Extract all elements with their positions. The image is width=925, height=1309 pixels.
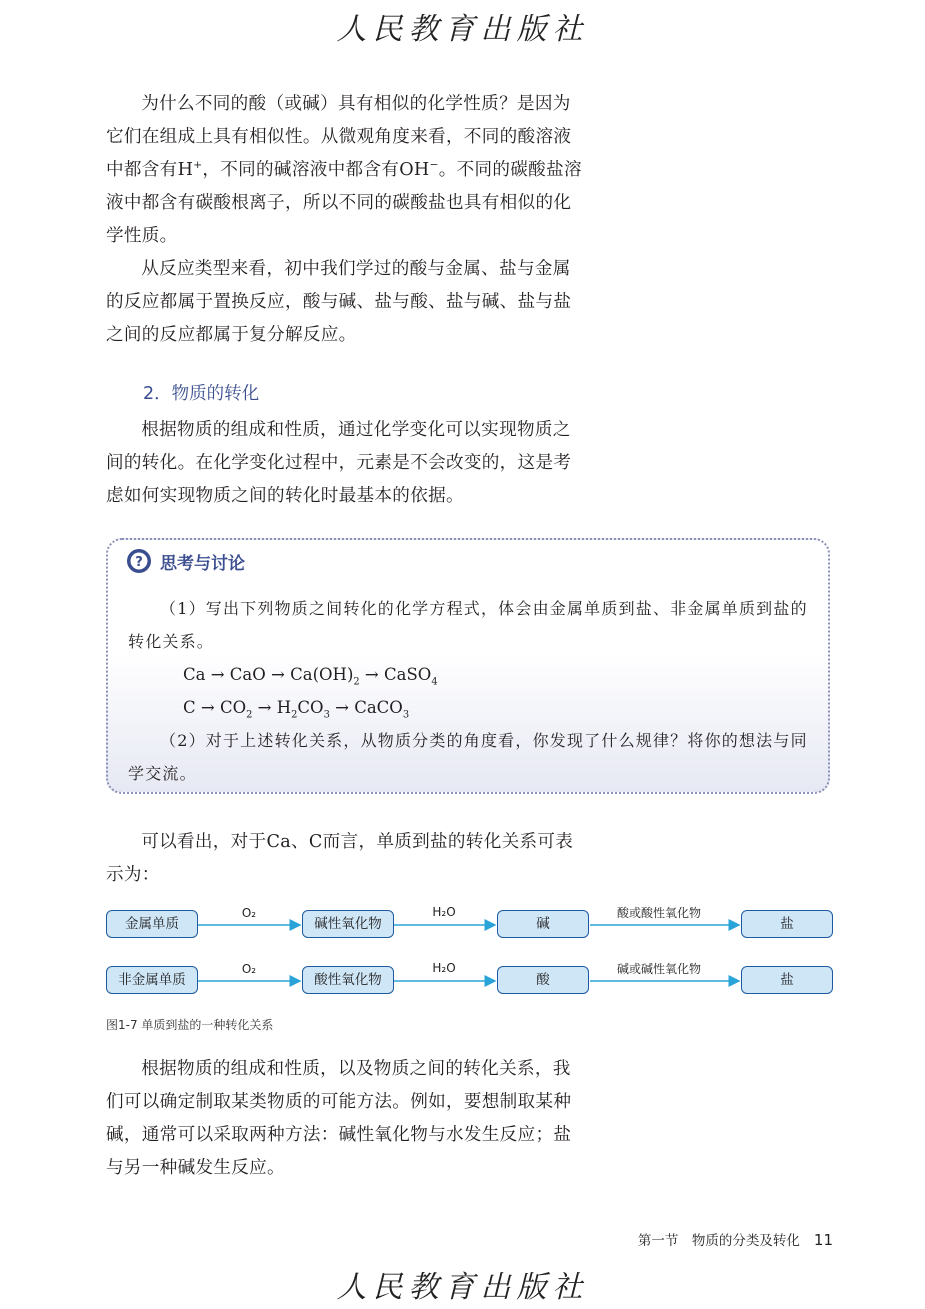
- after-text: [106, 826, 582, 892]
- node-acid: 酸: [497, 966, 589, 994]
- node-acidic-oxide: 酸性氧化物: [302, 966, 394, 994]
- conversion-diagram: [104, 898, 836, 1002]
- label-r2-base: 碱或碱性氧化物: [616, 962, 701, 976]
- label-r1-acid: 酸或酸性氧化物: [616, 906, 701, 920]
- intro-paragraph-2: 从反应类型来看，初中我们学过的酸与金属、盐与金属的反应都属于置换反应，酸与碱、盐与酸、盐与碱、盐与盐之间的反应都属于复分解反应。: [106, 259, 572, 345]
- page-number: 11: [813, 1231, 833, 1249]
- equation-calcium: Ca → CaO → $Ca(OH)_2$ → CaSO$_4$: [183, 665, 438, 688]
- label-r2-o2: O₂: [241, 962, 257, 976]
- intro-paragraph-1: 为什么不同的酸（或碱）具有相似的化学性质？是因为它们在组成上具有相似性。从微观角度来看，不同的酸溶液中都含有H+，不同的碱溶液中都含有OH−。不同的碳酸盐溶液中都含有碳酸根离子，所以不同的碳酸盐也具有相似的化学性质。: [106, 94, 582, 246]
- node-nonmetal: 非金属单质: [106, 966, 198, 994]
- equation-carbon: $C \to CO_2 \to H_2CO_3$ → CaCO$_3$: [183, 698, 410, 721]
- footer-section: 第一节 物质的分类及转化: [637, 1233, 800, 1249]
- discussion-question-1: （1）写出下列物质之间转化的化学方程式，体会由金属单质到盐、非金属单质到盐的转化关系。: [128, 599, 808, 651]
- closing-text: [106, 1053, 582, 1185]
- discussion-box: [106, 538, 830, 794]
- page-footer: [638, 1229, 833, 1249]
- label-r1-h2o: H₂O: [432, 905, 456, 919]
- node-metal: 金属单质: [106, 910, 198, 938]
- section-text: [106, 414, 582, 513]
- publisher-logo-top: 人民教育出版社: [336, 12, 589, 47]
- section-heading: 2．物质的转化: [143, 384, 260, 404]
- figure-caption: 图1-7 单质到盐的一种转化关系: [106, 1018, 274, 1032]
- publisher-logo-bottom: 人民教育出版社: [336, 1270, 589, 1305]
- discussion-header: [126, 548, 245, 574]
- node-base: 碱: [497, 910, 589, 938]
- discussion-question-2: （2）对于上述转化关系，从物质分类的角度看，你发现了什么规律？将你的想法与同学交流。: [128, 731, 808, 783]
- question-icon: [126, 548, 152, 574]
- node-salt-2: 盐: [741, 966, 833, 994]
- label-r2-h2o: H₂O: [432, 961, 456, 975]
- after-paragraph-1: 可以看出，对于Ca、C而言，单质到盐的转化关系可表示为：: [106, 832, 574, 885]
- discussion-title: 思考与讨论: [160, 553, 245, 574]
- svg-text:?: ?: [135, 555, 143, 570]
- closing-paragraph-1: 根据物质的组成和性质，以及物质之间的转化关系，我们可以确定制取某类物质的可能方法。例如，要想制取某种碱，通常可以采取两种方法：碱性氧化物与水发生反应；盐与另一种碱发生反应。: [106, 1059, 572, 1178]
- node-basic-oxide: 碱性氧化物: [302, 910, 394, 938]
- label-r1-o2: O₂: [241, 906, 257, 920]
- discussion-body: [128, 592, 818, 790]
- node-salt-1: 盐: [741, 910, 833, 938]
- section-paragraph-1: 根据物质的组成和性质，通过化学变化可以实现物质之间的转化。在化学变化过程中，元素是不会改变的，这是考虑如何实现物质之间的转化时最基本的依据。: [106, 420, 572, 506]
- diagram-arrows: [104, 898, 836, 1002]
- intro-text: [106, 88, 582, 352]
